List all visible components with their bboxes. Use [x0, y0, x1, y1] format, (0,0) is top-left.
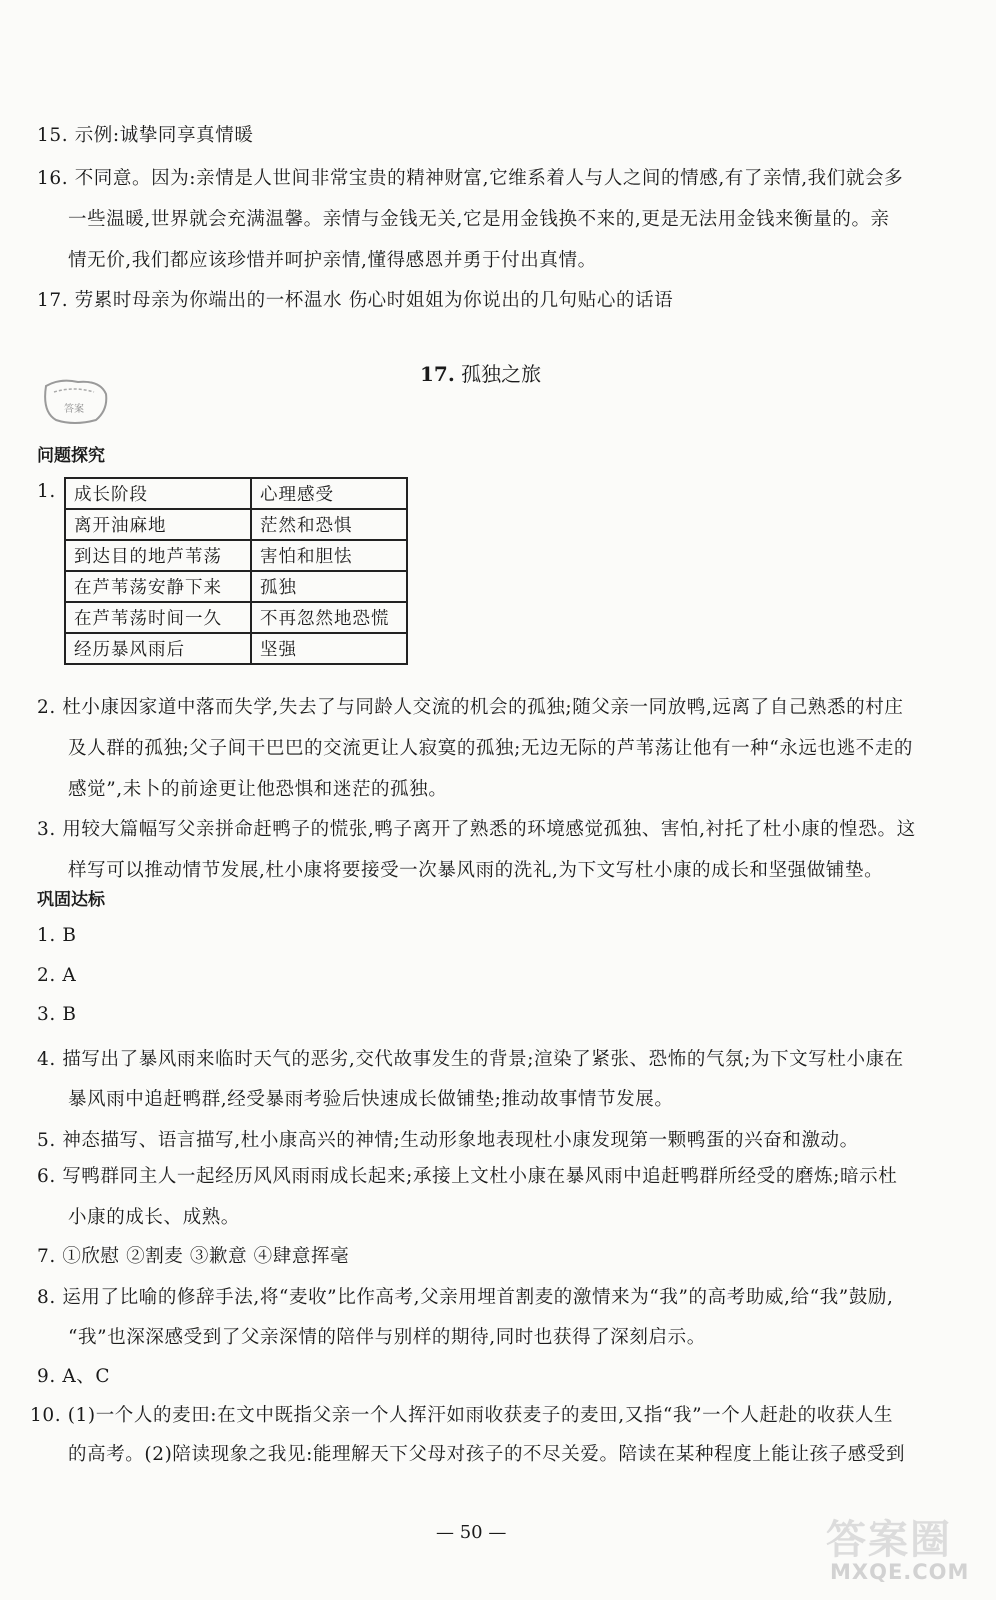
- q1-label: 1.: [37, 481, 56, 502]
- table-cell: 不再忽然地恐慌: [251, 602, 407, 633]
- q2-line-3: 感觉”,未卜的前途更让他恐惧和迷茫的孤独。: [68, 779, 448, 800]
- answer-line: 5. 神态描写、语言描写,杜小康高兴的神情;生动形象地表现杜小康发现第一颗鸭蛋的兴奋和激动。: [37, 1130, 859, 1151]
- q2-line-1: 2. 杜小康因家道中落而失学,失去了与同龄人交流的机会的孤独;随父亲一同放鸭,远离了自己熟悉的村庄: [37, 697, 904, 718]
- answer-line: 暴风雨中追赶鸭群,经受暴雨考验后快速成长做铺垫;推动故事情节发展。: [68, 1089, 674, 1110]
- table-cell: 离开油麻地: [65, 509, 251, 540]
- table-header-row: [65, 478, 407, 509]
- q2-line-2: 及人群的孤独;父子间干巴巴的交流更让人寂寞的孤独;无边无际的芦苇荡让他有一种“永远也逃不走的: [68, 738, 914, 759]
- answer-16-line-1: 16. 不同意。因为:亲情是人世间非常宝贵的精神财富,它维系着人与人之间的情感,有了亲情,我们就会多: [37, 168, 904, 189]
- watermark-logo: 答案圈: [826, 1517, 952, 1563]
- section-heading-explore: 问题探究: [37, 446, 105, 466]
- answer-line: 小康的成长、成熟。: [68, 1207, 240, 1228]
- growth-feeling-table: [64, 477, 408, 665]
- table-cell: 到达目的地芦苇荡: [65, 540, 251, 571]
- table-cell: 在芦苇荡时间一久: [65, 602, 251, 633]
- answer-line: “我”也深深感受到了父亲深情的陪伴与别样的期待,同时也获得了深刻启示。: [68, 1327, 706, 1348]
- answer-line: 2. A: [37, 965, 77, 986]
- table-row: [65, 633, 407, 664]
- answer-16-line-3: 情无价,我们都应该珍惜并呵护亲情,懂得感恩并勇于付出真情。: [68, 250, 597, 271]
- lesson-name: 孤独之旅: [461, 362, 542, 386]
- answer-line: 6. 写鸭群同主人一起经历风风雨雨成长起来;承接上文杜小康在暴风雨中追赶鸭群所经受的磨炼;暗示杜: [37, 1166, 898, 1187]
- table-row: [65, 540, 407, 571]
- answer-line: 4. 描写出了暴风雨来临时天气的恶劣,交代故事发生的背景;渲染了紧张、恐怖的气氛;为下文写杜小康在: [37, 1049, 904, 1070]
- answer-line: 的高考。(2)陪读现象之我见:能理解天下父母对孩子的不尽关爱。陪读在某种程度上能让孩子感受到: [68, 1444, 906, 1465]
- answer-line: 3. B: [37, 1004, 77, 1025]
- page-number: — 50 —: [436, 1522, 507, 1543]
- q3-line-1: 3. 用较大篇幅写父亲拼命赶鸭子的慌张,鸭子离开了熟悉的环境感觉孤独、害怕,衬托了杜小康的惶恐。这: [37, 819, 916, 840]
- table-row: [65, 509, 407, 540]
- answer-16-line-2: 一些温暖,世界就会充满温馨。亲情与金钱无关,它是用金钱换不来的,更是无法用金钱来衡量的。亲: [68, 209, 890, 230]
- stamp-icon: [40, 376, 110, 426]
- table-cell: 孤独: [251, 571, 407, 602]
- answer-line: 1. B: [37, 925, 77, 946]
- answer-15: 15. 示例:诚挚同享真情暖: [37, 125, 254, 146]
- answer-17: 17. 劳累时母亲为你端出的一杯温水 伤心时姐姐为你说出的几句贴心的话语: [37, 290, 674, 311]
- table-row: [65, 602, 407, 633]
- table-header-cell: 成长阶段: [65, 478, 251, 509]
- table-cell: 坚强: [251, 633, 407, 664]
- answer-line: 8. 运用了比喻的修辞手法,将“麦收”比作高考,父亲用埋首割麦的激情来为“我”的高考助威,给“我”鼓励,: [37, 1287, 894, 1308]
- table-cell: 茫然和恐惧: [251, 509, 407, 540]
- answer-line: 10. (1)一个人的麦田:在文中既指父亲一个人挥汗如雨收获麦子的麦田,又指“我”一个人赶赴的收获人生: [30, 1405, 894, 1426]
- answer-line: 9. A、C: [37, 1366, 111, 1387]
- q3-line-2: 样写可以推动情节发展,杜小康将要接受一次暴风雨的洗礼,为下文写杜小康的成长和坚强做铺垫。: [68, 860, 884, 881]
- watermark: [820, 1500, 990, 1596]
- table-row: [65, 571, 407, 602]
- lesson-title: [420, 358, 541, 387]
- stamp-text: 答案: [64, 404, 84, 415]
- lesson-number: 17.: [420, 362, 455, 386]
- answer-line: 7. ①欣慰 ②割麦 ③歉意 ④肆意挥毫: [37, 1246, 350, 1267]
- table-cell: 经历暴风雨后: [65, 633, 251, 664]
- section-heading-consolidate: 巩固达标: [37, 890, 105, 910]
- table-cell: 害怕和胆怯: [251, 540, 407, 571]
- watermark-url: MXQE.COM: [830, 1560, 970, 1584]
- table-header-cell: 心理感受: [251, 478, 407, 509]
- table-cell: 在芦苇荡安静下来: [65, 571, 251, 602]
